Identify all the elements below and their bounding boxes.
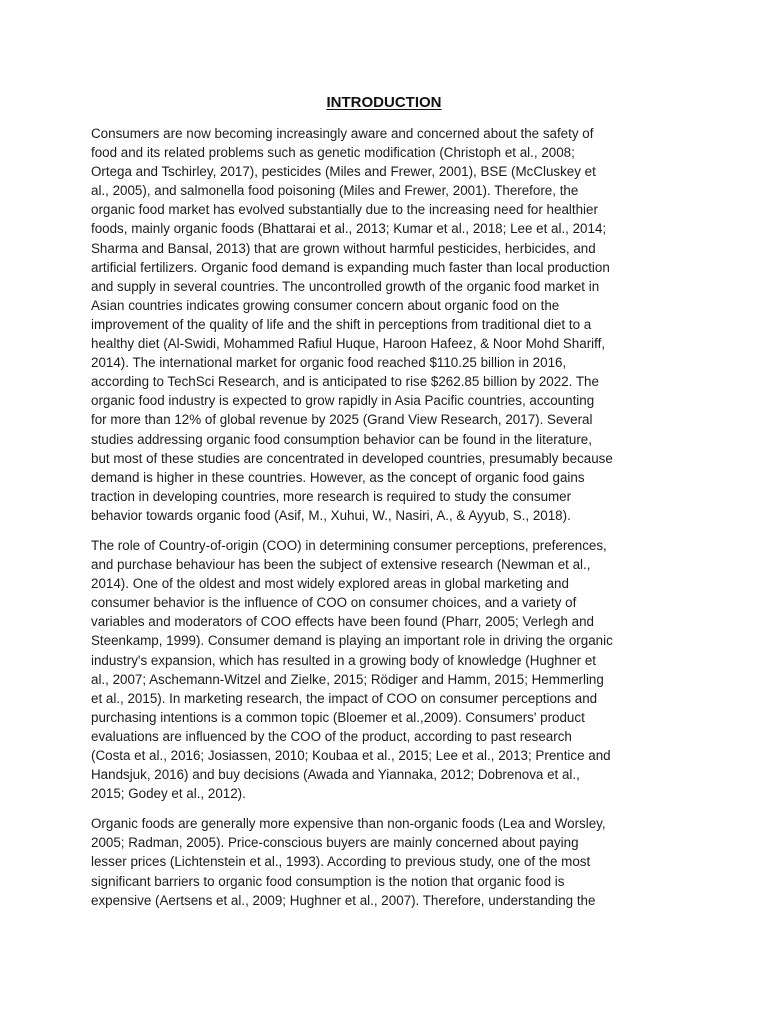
text-line: food and its related problems such as genetic modification (Christoph et al., 2008; [91,145,575,161]
text-line: studies addressing organic food consumption behavior can be found in the literature, [91,431,592,447]
text-line: purchasing intentions is a common topic (Bloemer et al.,2009). Consumers' product [91,709,585,725]
text-line: artificial fertilizers. Organic food demand is expanding much faster than local production [91,259,610,275]
text-line: but most of these studies are concentrated in developed countries, presumably because [91,450,613,466]
text-line: al., 2005), and salmonella food poisoning (Miles and Frewer, 2001). Therefore, the [91,183,579,199]
text-line: variables and moderators of COO effects have been found (Pharr, 2005; Verlegh and [91,614,594,630]
text-line: and purchase behaviour has been the subject of extensive research (Newman et al., [91,557,591,573]
text-line: Ortega and Tschirley, 2017), pesticides (Miles and Frewer, 2001), BSE (McCluskey et [91,164,596,180]
text-line: traction in developing countries, more research is required to study the consumer [91,488,572,504]
text-line: 2015; Godey et al., 2012). [91,786,246,802]
text-line: al., 2007; Aschemann-Witzel and Zielke, 2015; Rödiger and Hamm, 2015; Hemmerling [91,671,604,687]
text-line: expensive (Aertsens et al., 2009; Hughner et al., 2007). Therefore, understanding the [91,892,596,908]
text-line: demand is higher in these countries. However, as the concept of organic food gains [91,469,585,485]
text-line: consumer behavior is the influence of COO on consumer choices, and a variety of [91,595,577,611]
text-line: for more than 12% of global revenue by 2025 (Grand View Research, 2017). Several [91,412,593,428]
text-line: foods, mainly organic foods (Bhattarai et al., 2013; Kumar et al., 2018; Lee et al., 2014; [91,221,607,237]
section-heading: INTRODUCTION [326,94,442,111]
text-line: evaluations are influenced by the COO of the product, according to past research [91,728,572,744]
text-line: Sharma and Bansal, 2013) that are grown without harmful pesticides, herbicides, and [91,240,596,256]
text-line: 2014). The international market for organic food reached $110.25 billion in 2016, [91,355,567,371]
text-line: 2005; Radman, 2005). Price-conscious buyers are mainly concerned about paying [91,835,579,851]
text-line: Organic foods are generally more expensive than non-organic foods (Lea and Worsley, [91,816,606,832]
text-line: Asian countries indicates growing consumer concern about organic food on the [91,297,560,313]
text-line: lesser prices (Lichtenstein et al., 1993). According to previous study, one of the most [91,854,591,870]
text-line: (Costa et al., 2016; Josiassen, 2010; Koubaa et al., 2015; Lee et al., 2013; Prentice and [91,748,611,763]
body-text [91,124,681,921]
text-line: improvement of the quality of life and the shift in perceptions from traditional diet to a [91,316,592,332]
text-line: industry's expansion, which has resulted in a growing body of knowledge (Hughner et [91,652,596,668]
text-line: organic food industry is expected to grow rapidly in Asia Pacific countries, accounting [91,393,595,409]
text-line: and supply in several countries. The uncontrolled growth of the organic food market in [91,278,600,294]
text-line: significant barriers to organic food consumption is the notion that organic food is [91,873,565,889]
text-line: 2014). One of the oldest and most widely explored areas in global marketing and [91,576,569,592]
text-line: The role of Country-of-origin (COO) in determining consumer perceptions, preferences, [91,537,607,553]
text-line: Consumers are now becoming increasingly aware and concerned about the safety of [91,126,594,141]
text-line: healthy diet (Al-Swidi, Mohammed Rafiul Huque, Haroon Hafeez, & Noor Mohd Shariff, [91,336,606,352]
text-line: according to TechSci Research, and is anticipated to rise $262.85 billion by 2022. The [91,374,599,390]
paragraph-2 [91,536,681,803]
text-line: organic food market has evolved substantially due to the increasing need for healthier [91,202,598,218]
text-line: Handsjuk, 2016) and buy decisions (Awada and Yiannaka, 2012; Dobrenova et al., [91,767,580,783]
text-line: behavior towards organic food (Asif, M., Xuhui, W., Nasiri, A., & Ayyub, S., 2018). [91,507,571,523]
text-line: et al., 2015). In marketing research, the impact of COO on consumer perceptions and [91,690,598,706]
paragraph-3 [91,814,681,909]
text-line: Steenkamp, 1999). Consumer demand is playing an important role in driving the organic [91,633,613,649]
paragraph-1 [91,124,681,525]
